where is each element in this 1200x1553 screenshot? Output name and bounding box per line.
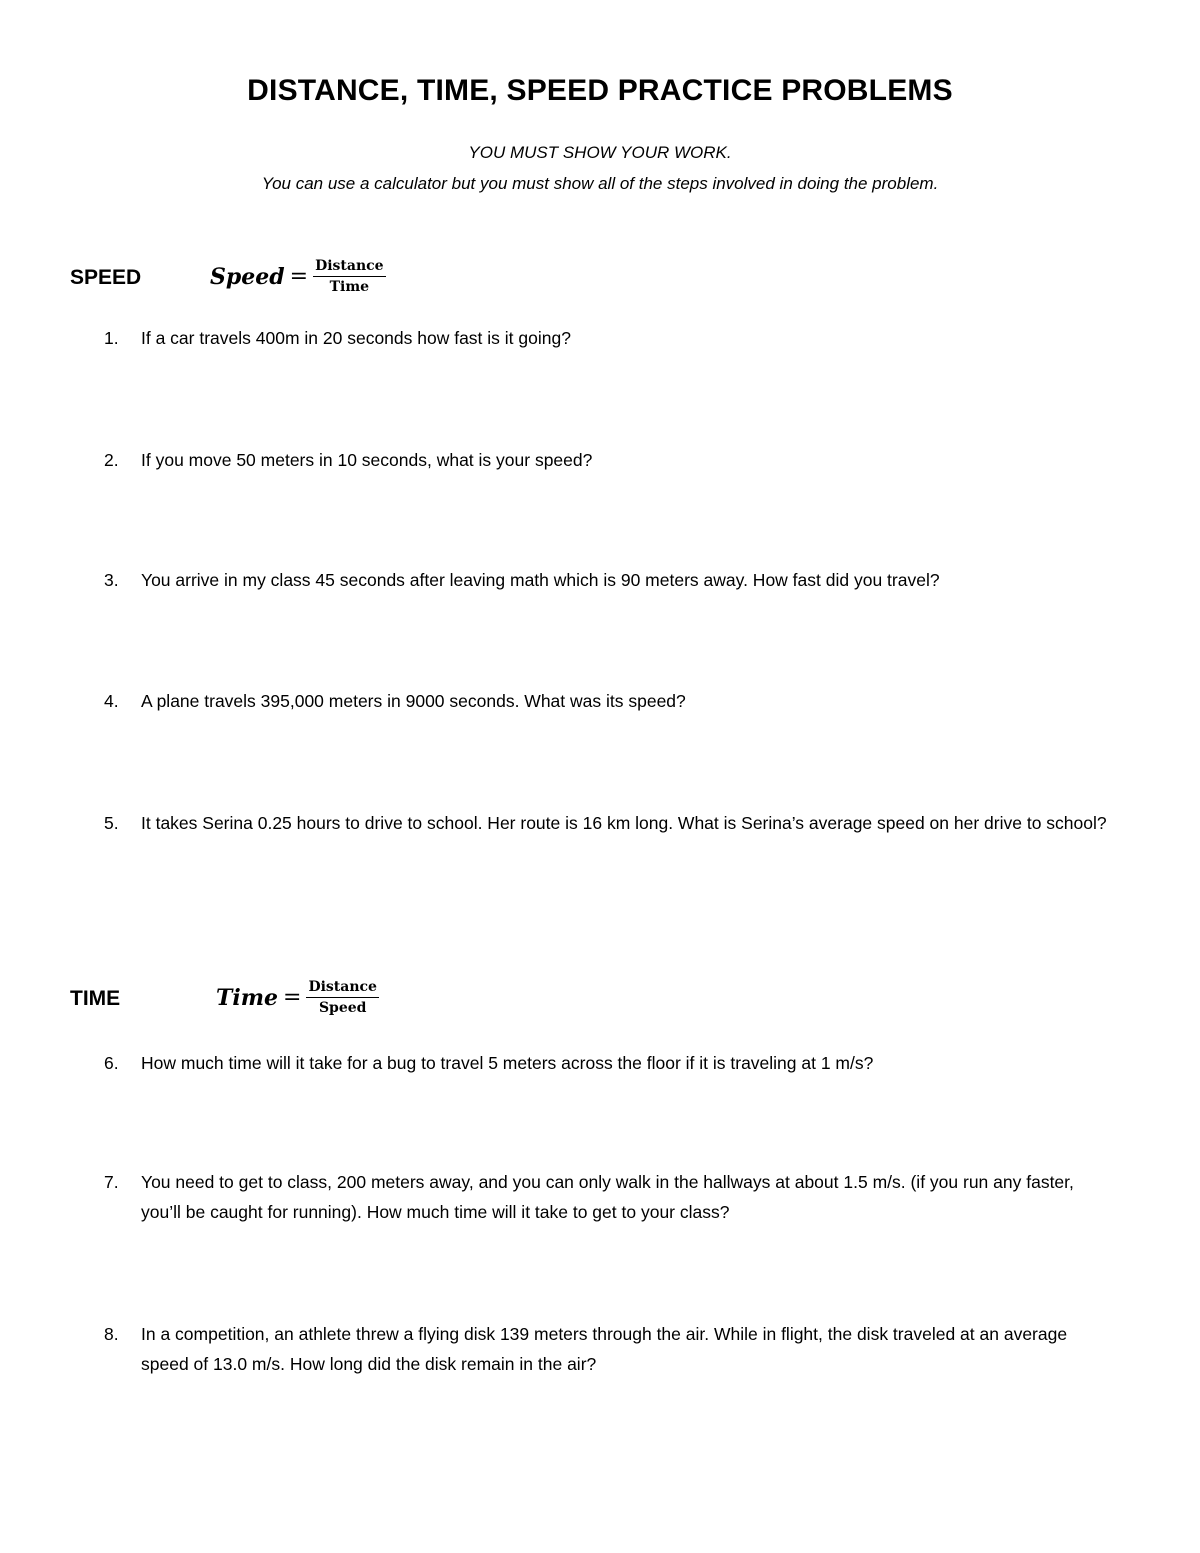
formula-equals: = <box>289 264 309 290</box>
question-1 <box>104 323 1114 353</box>
question-text: It takes Serina 0.25 hours to drive to school. Her route is 16 km long. What is Serina’s average speed on her drive to school? <box>141 813 1107 833</box>
formula-denominator: Speed <box>318 1000 367 1017</box>
question-text: How much time will it take for a bug to travel 5 meters across the floor if it is traveling at 1 m/s? <box>141 1053 874 1073</box>
question-3 <box>104 565 1114 595</box>
formula-fraction <box>306 979 379 1016</box>
formula-numerator: Distance <box>313 258 386 277</box>
question-text: If you move 50 meters in 10 seconds, what is your speed? <box>141 450 593 470</box>
section-label-time: TIME <box>70 987 121 1010</box>
question-text: In a competition, an athlete threw a flying disk 139 meters through the air. While in flight, the disk traveled at an average speed of 13.0 m/s. How long did the disk remain in the air? <box>141 1324 1068 1374</box>
question-6 <box>104 1048 1114 1078</box>
question-text: If a car travels 400m in 20 seconds how fast is it going? <box>141 328 571 348</box>
formula-numerator: Distance <box>306 979 379 998</box>
page-title: DISTANCE, TIME, SPEED PRACTICE PROBLEMS <box>247 74 953 107</box>
question-7 <box>104 1167 1114 1227</box>
question-text: You need to get to class, 200 meters away, and you can only walk in the hallways at about 1.5 m/s. (if you run any faster, you’ll be caught for running). How much time will it take to get to your class? <box>141 1172 1074 1222</box>
question-2 <box>104 445 1114 475</box>
section-label-speed: SPEED <box>70 266 142 289</box>
question-text: A plane travels 395,000 meters in 9000 seconds. What was its speed? <box>141 691 686 711</box>
speed-formula <box>210 258 386 295</box>
question-8 <box>104 1319 1114 1379</box>
question-number: 3. <box>104 570 119 590</box>
question-number: 4. <box>104 691 119 711</box>
formula-fraction <box>313 258 386 295</box>
question-text: You arrive in my class 45 seconds after leaving math which is 90 meters away. How fast did you travel? <box>141 570 940 590</box>
formula-lhs: Time <box>216 984 279 1011</box>
question-number: 5. <box>104 813 119 833</box>
time-formula <box>216 979 379 1016</box>
question-number: 1. <box>104 328 119 348</box>
question-number: 6. <box>104 1053 119 1073</box>
question-number: 2. <box>104 450 119 470</box>
formula-denominator: Time <box>329 279 370 296</box>
question-5 <box>104 808 1114 838</box>
question-number: 7. <box>104 1172 119 1192</box>
formula-lhs: Speed <box>210 263 285 290</box>
question-number: 8. <box>104 1324 119 1344</box>
question-4 <box>104 686 1114 716</box>
formula-equals: = <box>283 985 302 1011</box>
instruction-calculator: You can use a calculator but you must show all of the steps involved in doing the problem. <box>261 174 939 193</box>
instruction-show-work: YOU MUST SHOW YOUR WORK. <box>468 143 732 162</box>
